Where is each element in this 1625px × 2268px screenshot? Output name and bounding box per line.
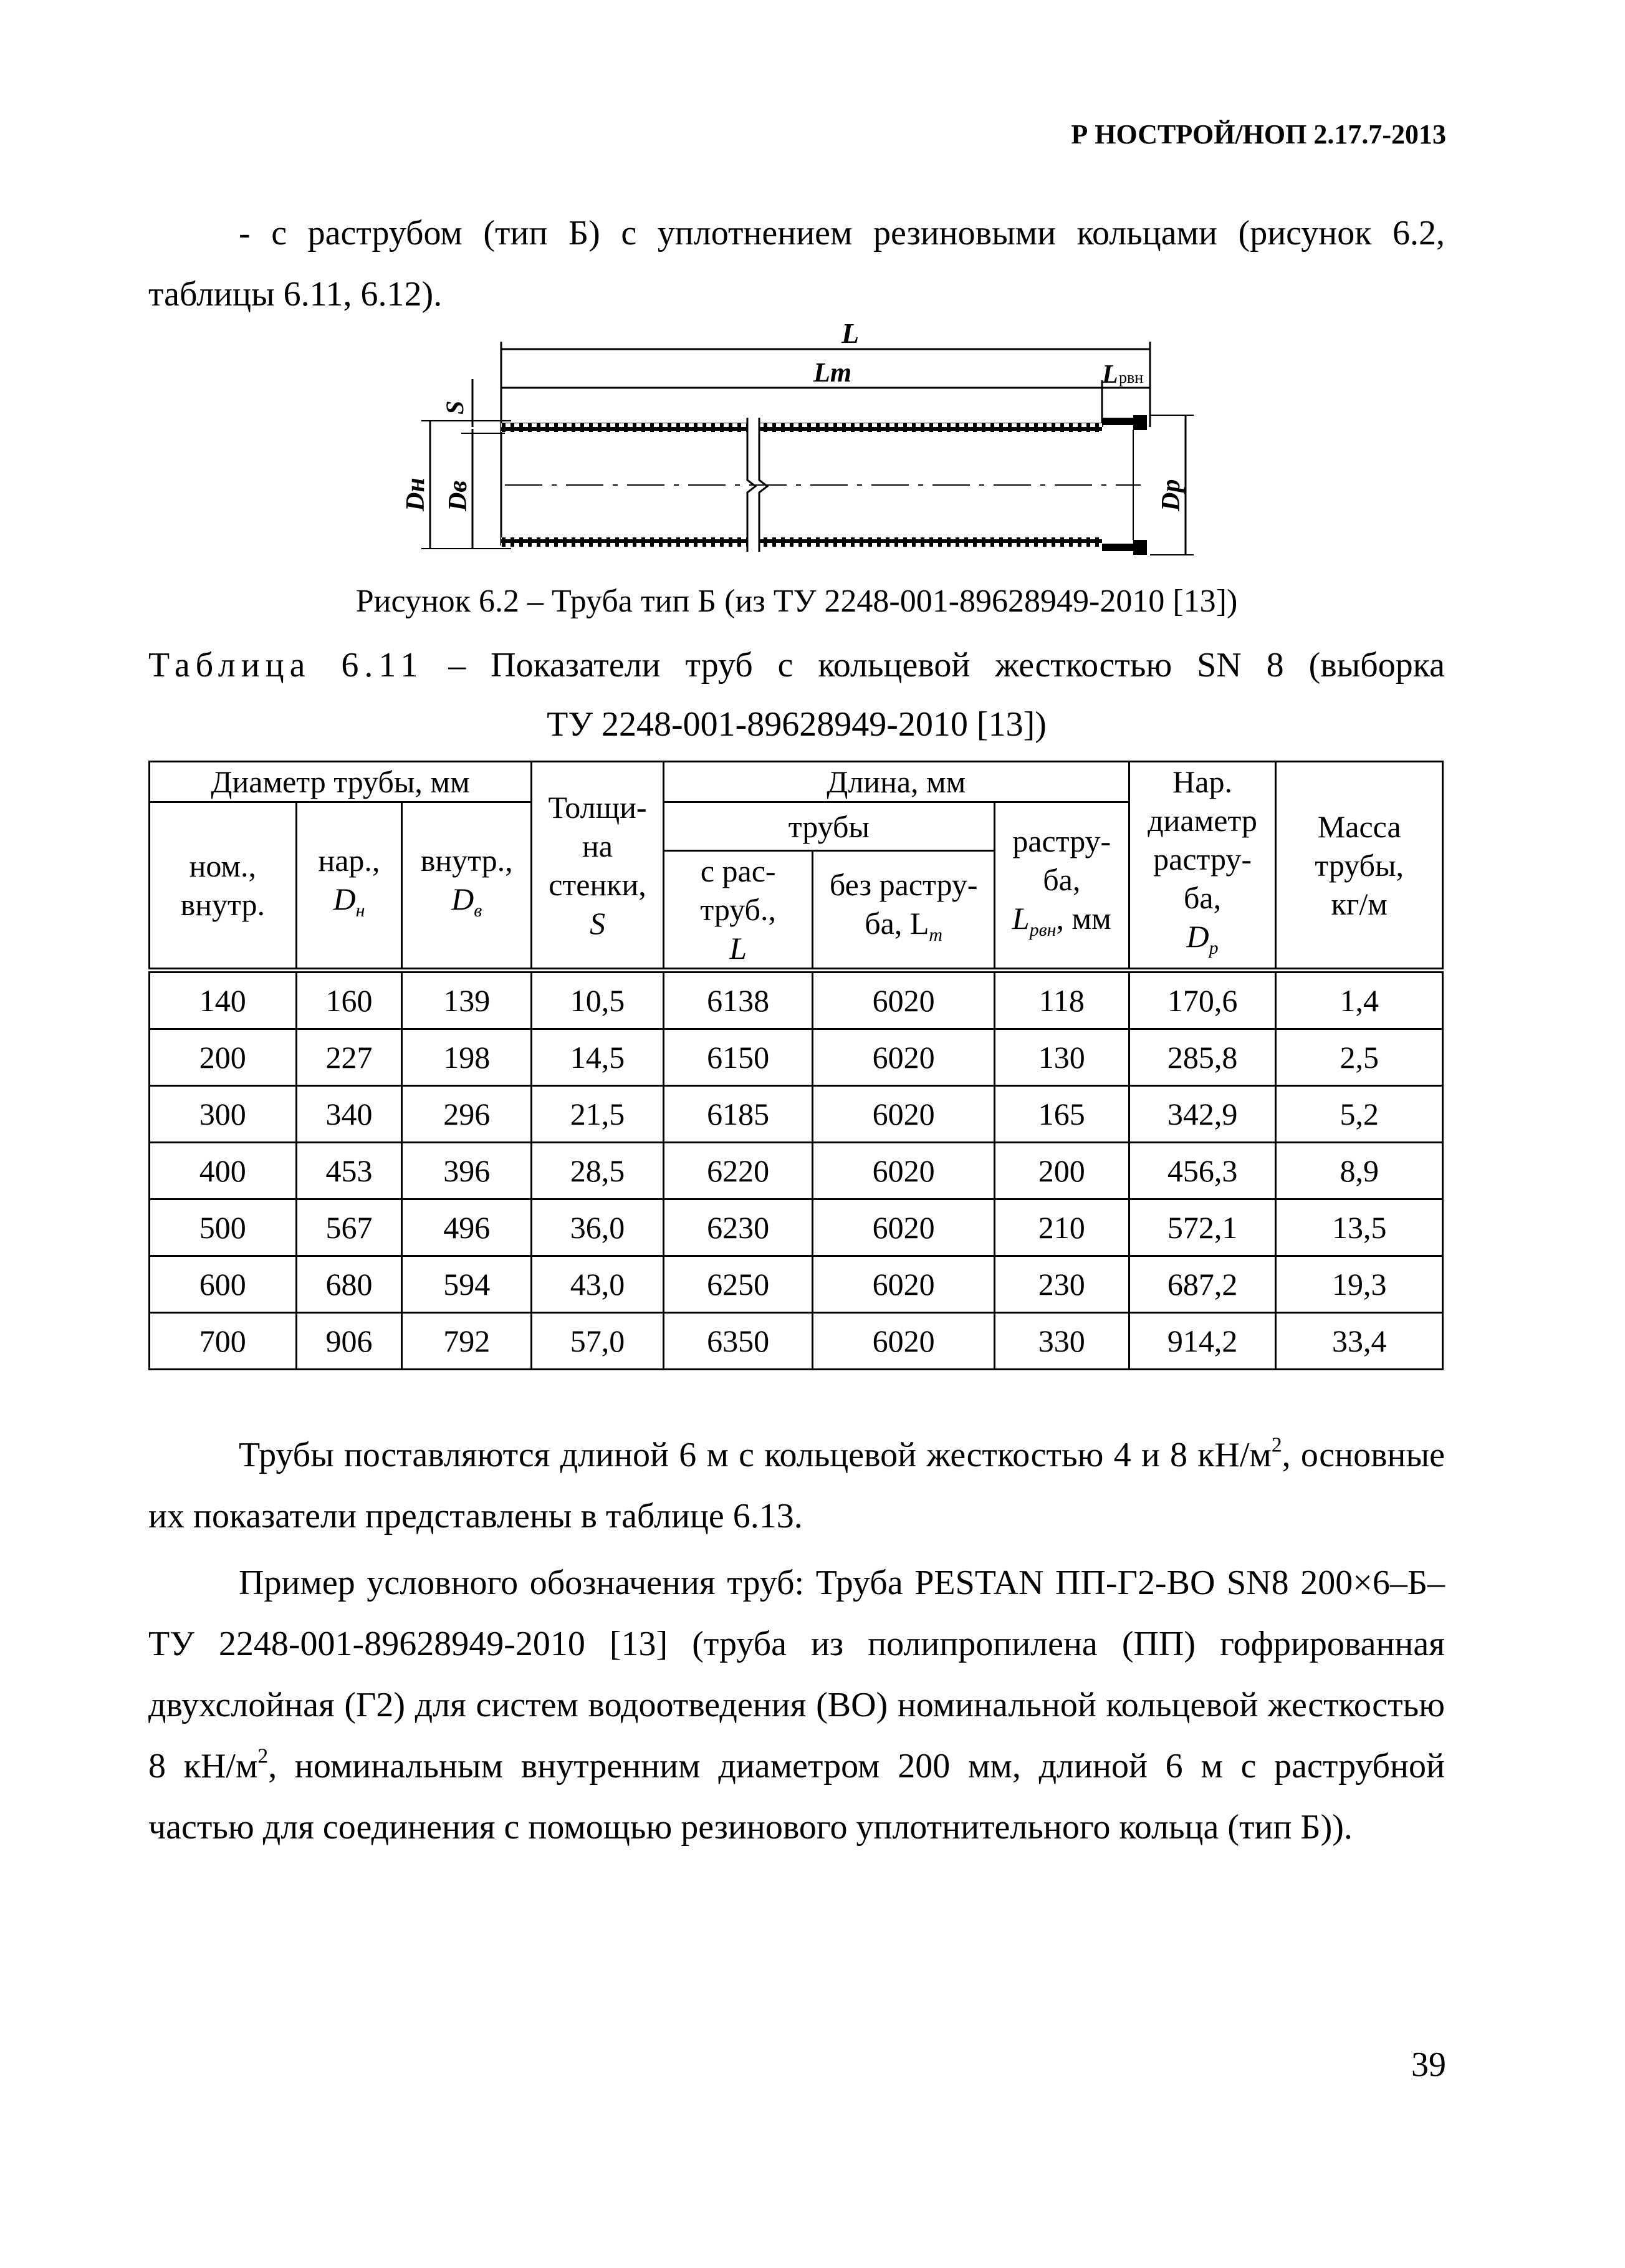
cell-length-without-socket: 6020: [813, 1086, 994, 1143]
header-wall-thickness: Толщи- на стенки, S: [532, 762, 664, 971]
pipe-drawing: [399, 324, 1228, 586]
cell-wall: 21,5: [532, 1086, 664, 1143]
table-row: [150, 1256, 1443, 1313]
cell-mass: 1,4: [1276, 971, 1443, 1029]
header-pipe: трубы: [663, 802, 994, 851]
pipe-wall-bottom-right: [759, 537, 1102, 547]
cell-socket-diameter: 687,2: [1129, 1256, 1276, 1313]
cell-wall: 43,0: [532, 1256, 664, 1313]
cell-length-with-socket: 6220: [663, 1143, 813, 1199]
cell-nominal: 200: [150, 1029, 297, 1086]
header-diameter: Диаметр трубы, мм: [150, 762, 532, 802]
pipe-wall-top-right: [759, 423, 1102, 432]
cell-mass: 8,9: [1276, 1143, 1443, 1199]
cell-inner: 594: [402, 1256, 532, 1313]
cell-socket-diameter: 572,1: [1129, 1199, 1276, 1256]
table-title-text: – Показатели труб с кольцевой жесткостью SN 8 (выборка: [448, 646, 1445, 685]
cell-nominal: 700: [150, 1313, 297, 1370]
header-length: Длина, мм: [663, 762, 1129, 802]
cell-length-with-socket: 6138: [663, 971, 813, 1029]
cell-nominal: 300: [150, 1086, 297, 1143]
cell-inner: 139: [402, 971, 532, 1029]
header-socket-outer-diameter: Нар. диаметр растру- ба, $D_р$: [1129, 762, 1276, 971]
cell-outer: 340: [296, 1086, 402, 1143]
intro-paragraph: - с раструбом (тип Б) с уплотнением резиновыми кольцами (рисунок 6.2, таблицы 6.11, 6.12).: [148, 214, 1445, 314]
cell-nominal: 600: [150, 1256, 297, 1313]
table-row: [150, 1143, 1443, 1199]
cell-length-with-socket: 6230: [663, 1199, 813, 1256]
cell-length-without-socket: 6020: [813, 1143, 994, 1199]
cell-wall: 28,5: [532, 1143, 664, 1199]
cell-outer: 227: [296, 1029, 402, 1086]
figure-caption: Рисунок 6.2 – Труба тип Б (из ТУ 2248-001-89628949-2010 [13]): [355, 584, 1238, 619]
pipe-specs-table: [148, 761, 1444, 1370]
cell-socket-length: 210: [994, 1199, 1129, 1256]
socket-bottom: [1102, 544, 1133, 551]
label-Lrvn: L: [1102, 360, 1118, 389]
cell-socket-length: 330: [994, 1313, 1129, 1370]
designation-example-paragraph: Пример условного обозначения труб: Труба PESTAN ПП-Г2-ВО SN8 200×6–Б–ТУ 2248-001-89628949-2010 [13] (труба из полипропилена (ПП) гофрированная двухслойная (Г2) для систем водоотведения (ВО) номинальной кольцевой жесткостью 8 $кН/м^2$, номинальным внутренним диаметром 200 мм, длиной 6 м с раструбной частью для соединения с помощью резинового уплотнительного кольца (тип Б)).: [148, 1564, 1445, 1847]
header-mass: Масса трубы, кг/м: [1276, 762, 1443, 971]
cell-socket-length: 118: [994, 971, 1129, 1029]
header-nominal: ном., внутр.: [150, 802, 297, 971]
label-L: L: [841, 324, 860, 349]
cell-socket-length: 165: [994, 1086, 1129, 1143]
cell-socket-diameter: 170,6: [1129, 971, 1276, 1029]
cell-length-without-socket: 6020: [813, 1313, 994, 1370]
table-row: [150, 1313, 1443, 1370]
header-outer: нар., $D_н$: [296, 802, 402, 971]
table-row: [150, 1086, 1443, 1143]
table-row: [150, 1029, 1443, 1086]
supply-paragraph: Трубы поставляются длиной 6 м с кольцевой жесткостью 4 и 8 $кН/м^2$, основные их показатели представлены в таблице 6.13.: [148, 1433, 1445, 1535]
table-row: [150, 1199, 1443, 1256]
cell-length-without-socket: 6020: [813, 1199, 994, 1256]
pipe-wall-bottom-left: [501, 537, 747, 547]
page-number: 39: [1411, 2045, 1446, 2084]
cell-wall: 57,0: [532, 1313, 664, 1370]
pipe-wall-top-left: [501, 423, 747, 432]
label-S: S: [441, 400, 469, 415]
cell-outer: 906: [296, 1313, 402, 1370]
label-Dv: Dв: [444, 480, 472, 511]
cell-inner: 792: [402, 1313, 532, 1370]
label-Dp: Dp: [1157, 479, 1186, 511]
cell-length-with-socket: 6250: [663, 1256, 813, 1313]
cell-wall: 36,0: [532, 1199, 664, 1256]
table-title-line2: ТУ 2248-001-89628949-2010 [13]): [547, 705, 1047, 744]
cell-wall: 14,5: [532, 1029, 664, 1086]
cell-outer: 160: [296, 971, 402, 1029]
cell-outer: 453: [296, 1143, 402, 1199]
cell-length-without-socket: 6020: [813, 1256, 994, 1313]
cell-length-without-socket: 6020: [813, 971, 994, 1029]
cell-socket-length: 130: [994, 1029, 1129, 1086]
cell-socket-diameter: 342,9: [1129, 1086, 1276, 1143]
table-title-line1: [148, 645, 1445, 685]
header-inner: внутр., $D_в$: [402, 802, 532, 971]
table-label: Таблица 6.11: [148, 646, 424, 685]
cell-socket-length: 230: [994, 1256, 1129, 1313]
header-socket-length: растру- ба, $L_{рвн}$, мм: [994, 802, 1129, 971]
cell-inner: 198: [402, 1029, 532, 1086]
cell-outer: 567: [296, 1199, 402, 1256]
cell-nominal: 400: [150, 1143, 297, 1199]
cell-nominal: 500: [150, 1199, 297, 1256]
label-Lm: Lm: [813, 357, 852, 388]
cell-mass: 5,2: [1276, 1086, 1443, 1143]
cell-length-with-socket: 6150: [663, 1029, 813, 1086]
header-without-socket: без растру- ба, $L_т$: [813, 851, 994, 971]
cell-mass: 2,5: [1276, 1029, 1443, 1086]
cell-length-without-socket: 6020: [813, 1029, 994, 1086]
cell-inner: 296: [402, 1086, 532, 1143]
cell-mass: 33,4: [1276, 1313, 1443, 1370]
table-row: [150, 971, 1443, 1029]
cell-socket-length: 200: [994, 1143, 1129, 1199]
cell-inner: 496: [402, 1199, 532, 1256]
label-Lrvn-sub: рвн: [1119, 368, 1144, 387]
cell-socket-diameter: 914,2: [1129, 1313, 1276, 1370]
cell-inner: 396: [402, 1143, 532, 1199]
document-code-header: Р НОСТРОЙ/НОП 2.17.7-2013: [1071, 119, 1446, 150]
cell-length-with-socket: 6350: [663, 1313, 813, 1370]
cell-mass: 19,3: [1276, 1256, 1443, 1313]
cell-wall: 10,5: [532, 971, 664, 1029]
cell-socket-diameter: 285,8: [1129, 1029, 1276, 1086]
socket-top: [1102, 418, 1133, 425]
cell-nominal: 140: [150, 971, 297, 1029]
cell-outer: 680: [296, 1256, 402, 1313]
header-with-socket: с рас- труб., L: [663, 851, 813, 971]
cell-length-with-socket: 6185: [663, 1086, 813, 1143]
cell-mass: 13,5: [1276, 1199, 1443, 1256]
label-Dn: Dн: [401, 478, 430, 511]
cell-socket-diameter: 456,3: [1129, 1143, 1276, 1199]
